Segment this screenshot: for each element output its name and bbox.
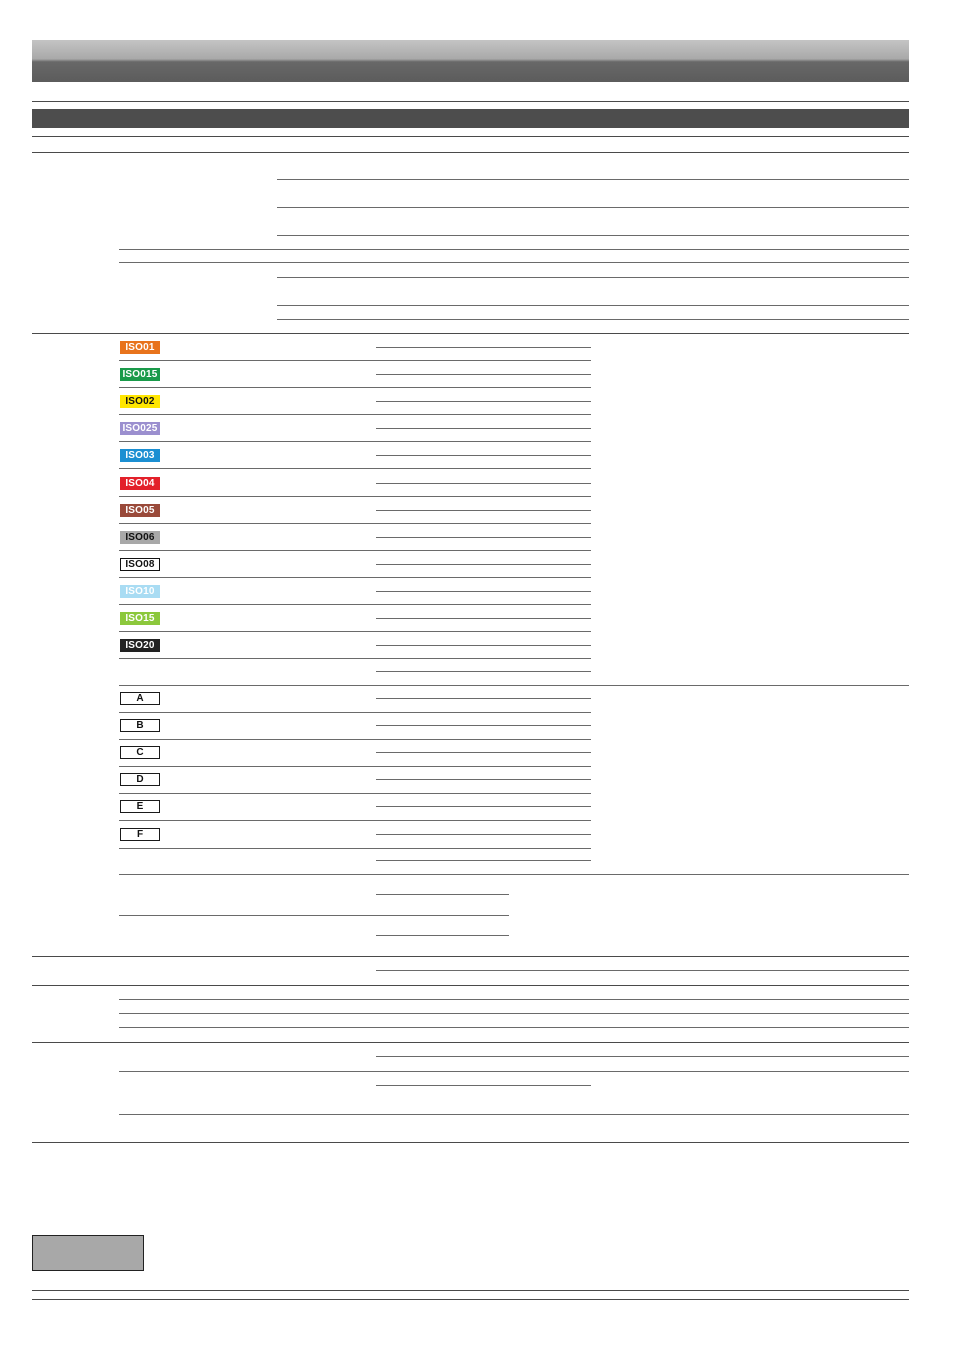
letter-box-e: E (120, 800, 160, 813)
iso-badge: ISO025 (120, 422, 160, 435)
value-line (376, 428, 591, 429)
table-row-divider (32, 333, 909, 334)
table-row-divider (119, 1071, 909, 1072)
value-line (376, 455, 591, 456)
table-row-divider (32, 152, 909, 153)
value-line (376, 591, 591, 592)
letter-box-a: A (120, 692, 160, 705)
table-row-divider (119, 262, 909, 263)
table-row-divider (119, 874, 909, 875)
table-row-divider (119, 1013, 909, 1014)
table-row-divider (32, 1042, 909, 1043)
iso-badge: ISO06 (120, 531, 160, 544)
page-title-bar (32, 40, 909, 82)
value-line (376, 618, 591, 619)
table-row-divider (119, 766, 591, 767)
iso-badge: ISO20 (120, 639, 160, 652)
value-line (376, 725, 591, 726)
value-line (376, 645, 591, 646)
table-row-divider (119, 360, 591, 361)
table-row-divider (119, 523, 591, 524)
value-line (376, 1056, 909, 1057)
value-line (376, 347, 591, 348)
iso-badge: ISO15 (120, 612, 160, 625)
value-line (376, 510, 591, 511)
value-line (376, 401, 591, 402)
value-line (376, 860, 591, 861)
table-row-divider (277, 235, 909, 236)
table-row-divider (119, 414, 591, 415)
letter-box-f: F (120, 828, 160, 841)
divider (32, 101, 909, 102)
letter-box-b: B (120, 719, 160, 732)
letter-box-d: D (120, 773, 160, 786)
iso-badge: ISO05 (120, 504, 160, 517)
iso-badge: ISO015 (120, 368, 160, 381)
table-row-divider (119, 848, 591, 849)
table-row-divider (119, 658, 591, 659)
value-line (376, 806, 591, 807)
iso-badge: ISO01 (120, 341, 160, 354)
iso-badge: ISO04 (120, 477, 160, 490)
table-row-divider (119, 441, 591, 442)
divider (32, 136, 909, 137)
table-row-divider (119, 577, 591, 578)
table-row-divider (119, 631, 591, 632)
table-row-divider (119, 468, 591, 469)
table-row-divider (119, 550, 591, 551)
footer-divider (32, 1290, 909, 1291)
table-row-divider (119, 685, 909, 686)
value-line (376, 564, 591, 565)
footer-divider (32, 1299, 909, 1300)
value-line (376, 894, 509, 895)
table-row-divider (119, 820, 591, 821)
value-line (376, 537, 591, 538)
table-row-divider (119, 1114, 909, 1115)
letter-box-c: C (120, 746, 160, 759)
iso-badge: ISO03 (120, 449, 160, 462)
table-row-divider (119, 387, 591, 388)
table-row-divider (277, 277, 909, 278)
iso-badge: ISO08 (120, 558, 160, 571)
value-line (376, 970, 909, 971)
table-row-divider (277, 179, 909, 180)
table-row-divider (277, 207, 909, 208)
table-row-divider (277, 319, 909, 320)
table-row-divider (119, 793, 591, 794)
section-header-bar (32, 109, 909, 128)
iso-badge: ISO10 (120, 585, 160, 598)
value-line (376, 752, 591, 753)
value-line (376, 935, 509, 936)
value-line (376, 698, 591, 699)
table-row-divider (119, 249, 909, 250)
table-row-divider (119, 496, 591, 497)
value-line (376, 483, 591, 484)
value-line (376, 834, 591, 835)
table-row-divider (32, 956, 909, 957)
table-row-divider (119, 739, 591, 740)
value-line (376, 374, 591, 375)
table-row-divider (119, 604, 591, 605)
table-row-divider (32, 985, 909, 986)
value-line (376, 779, 591, 780)
table-row-divider (277, 305, 909, 306)
table-row-divider (119, 712, 591, 713)
value-line (376, 1085, 591, 1086)
footer-gray-button[interactable] (32, 1235, 144, 1271)
value-line (376, 671, 591, 672)
table-row-divider (119, 999, 909, 1000)
table-bottom-border (32, 1142, 909, 1143)
table-row-divider (119, 915, 509, 916)
iso-badge: ISO02 (120, 395, 160, 408)
table-row-divider (119, 1027, 909, 1028)
